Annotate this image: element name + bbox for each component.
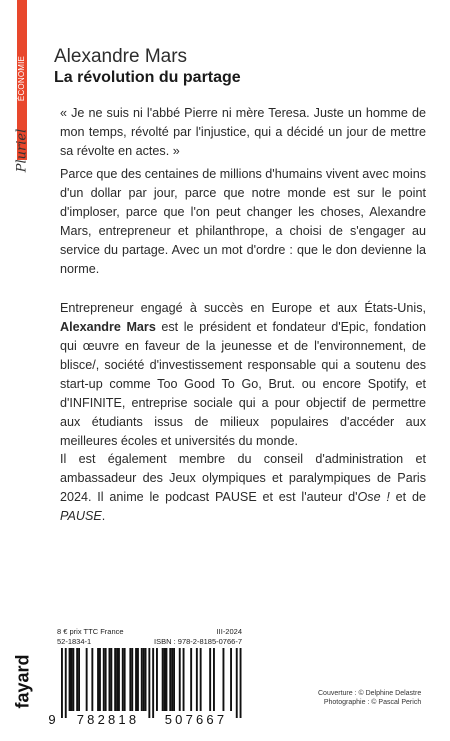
barcode-bar <box>118 648 120 711</box>
author-roles-paragraph: Il est également membre du conseil d'administration et ambassadeur des Jeux olympiques et paralympiques de Paris 2024. Il anime le podcast PAUSE et est l'auteur d'Ose ! et de PAUSE. <box>60 452 426 523</box>
barcode-bar <box>116 648 118 711</box>
product-code: 52-1834-1 <box>57 637 92 646</box>
barcode-bar <box>152 648 154 718</box>
summary-paragraph: Parce que des centaines de millions d'humains vivent avec moins d'un dollar par jour, parce que notre monde est sur le point d'imploser, parce que l'on peut changer les choses, Alexandre Mars, entrepreneur et philanthrope, a choisi de s'engager au service du partage. Avec un mot d'ordre : que le don devienne la norme. <box>60 167 426 276</box>
barcode-bar <box>78 648 80 711</box>
barcode-bar <box>71 648 73 711</box>
barcode-bar <box>137 648 139 711</box>
barcode-bar <box>223 648 225 711</box>
barcode-bar <box>173 648 175 711</box>
barcode-bar <box>145 648 147 711</box>
author-bio-paragraph: Entrepreneur engagé à succès en Europe et aux États-Unis, Alexandre Mars est le président et fondateur d'Epic, fondation qui œuvre en faveur de la jeunesse et de l'environnement, de blisce/, société d'investissement responsable qui a soutenu des start-up comme Too Good To Go, Brut. ou encore Spotify, et d'INFINITE, entreprise sociale qui a pour objectif de permettre aux étudiants issus de milieux populaires d'accéder aux meilleures écoles et universités du monde. <box>60 301 426 448</box>
publisher-logo: fayard <box>12 653 33 709</box>
barcode-bar <box>124 648 126 711</box>
author-name: Alexandre Mars <box>54 46 188 67</box>
barcode-bar <box>105 648 107 711</box>
barcode-bar <box>86 648 88 711</box>
barcode-bar <box>129 648 131 711</box>
cover-credit: Couverture : © Delphine Delastre <box>318 690 422 697</box>
barcode-bar <box>61 648 63 718</box>
barcode-bar <box>99 648 101 711</box>
barcode-bar <box>122 648 124 711</box>
barcode-bar <box>164 648 166 711</box>
barcode-bar <box>166 648 168 711</box>
ean-barcode <box>46 648 251 726</box>
photo-credit: Photographie : © Pascal Perich <box>323 699 422 706</box>
barcode-bar <box>169 648 171 711</box>
author-name-bold: Alexandre Mars <box>60 320 156 334</box>
barcode-bar <box>72 648 74 711</box>
barcode-bar <box>213 648 215 711</box>
barcode-bar <box>230 648 232 711</box>
barcode-bar <box>143 648 145 711</box>
barcode-bar <box>131 648 133 711</box>
barcode-bar <box>65 648 67 718</box>
barcode-bar <box>236 648 238 718</box>
barcode-bar <box>76 648 78 711</box>
barcode-bar <box>103 648 105 711</box>
barcode-digits-left: 782818 <box>76 712 140 726</box>
image-credits <box>318 689 421 707</box>
barcode-bar <box>135 648 137 711</box>
barcode-bar <box>148 648 150 718</box>
barcode-bar <box>69 648 71 711</box>
price-label: 8 € prix TTC France <box>57 627 124 636</box>
price-info-block <box>57 627 242 647</box>
collection-name: Pluriel <box>14 128 30 172</box>
book-title: La révolution du partage <box>54 69 241 86</box>
barcode-digit-first: 9 <box>48 712 56 726</box>
barcode-bar <box>91 648 93 711</box>
barcode-bar <box>114 648 116 711</box>
barcode-bar <box>171 648 173 711</box>
quote-paragraph: « Je ne suis ni l'abbé Pierre ni mère Teresa. Juste un homme de mon temps, révolté par l'injustice, qui a décidé un jour de mettre sa révolte en actes. » <box>60 106 426 158</box>
isbn-label: ISBN : 978-2-8185-0766-7 <box>154 637 242 646</box>
barcode-bar <box>110 648 112 711</box>
barcode-bar <box>183 648 185 711</box>
barcode-bar <box>200 648 202 711</box>
barcode-bar <box>196 648 198 711</box>
barcode-bar <box>162 648 164 711</box>
barcode-bar <box>141 648 143 711</box>
book-title-ose: Ose ! <box>357 490 390 504</box>
barcode-bar <box>97 648 99 711</box>
book-title-pause: PAUSE <box>60 509 102 523</box>
barcode-bar <box>240 648 242 718</box>
barcode-bar <box>209 648 211 711</box>
spine-category-label: ÉCONOMIE <box>17 55 27 101</box>
barcode-bar <box>156 648 158 711</box>
barcode-digits-right: 507667 <box>164 712 228 726</box>
barcode-bar <box>190 648 192 711</box>
barcode-bar <box>179 648 181 711</box>
barcode-bar <box>109 648 111 711</box>
print-date: III-2024 <box>216 627 242 636</box>
